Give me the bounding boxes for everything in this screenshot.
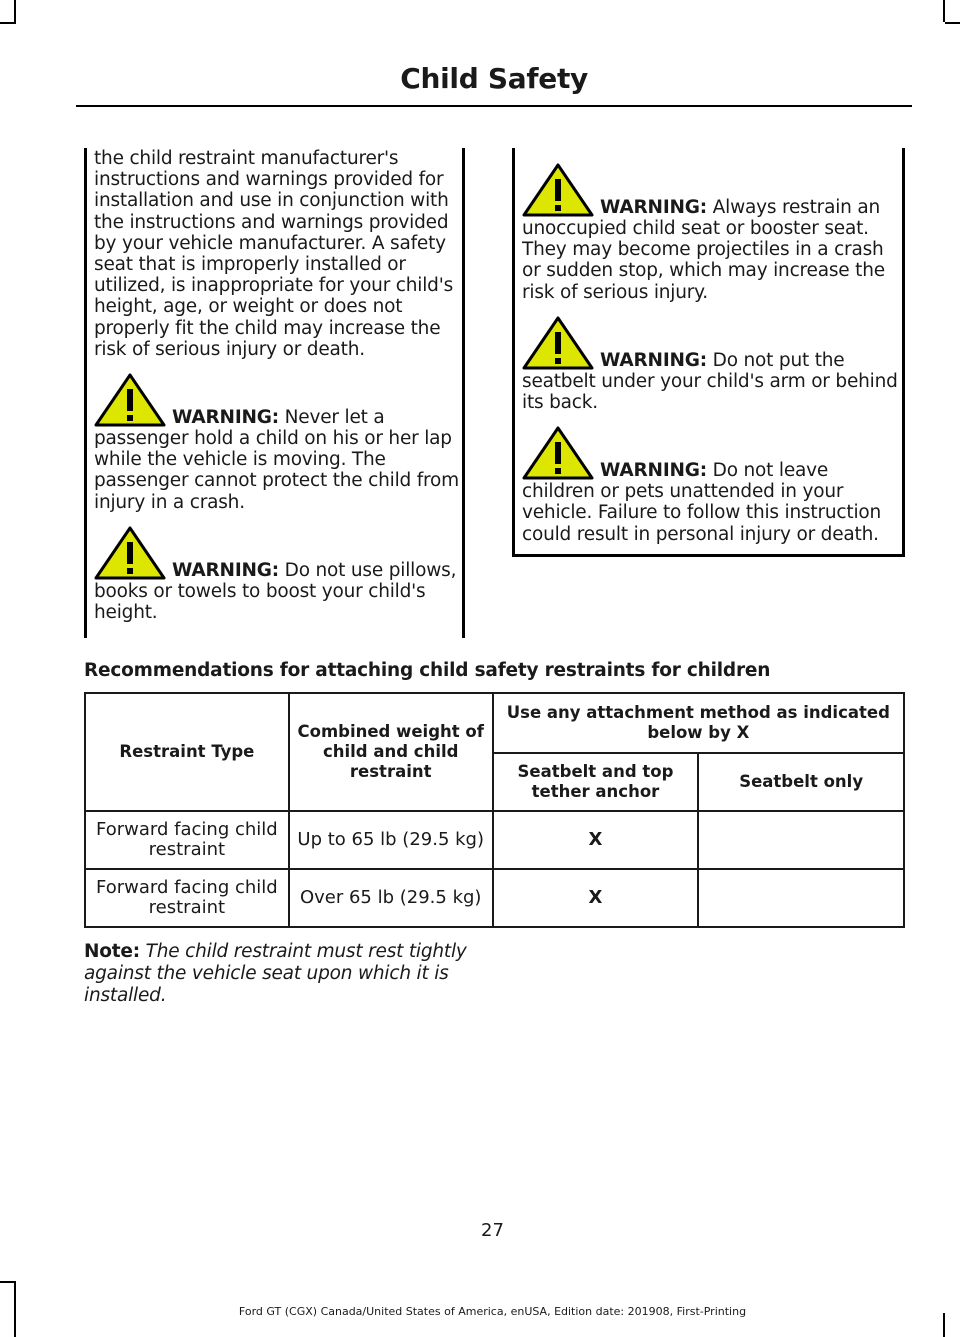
table-row bbox=[85, 869, 904, 927]
warning-triangle-icon bbox=[94, 372, 166, 428]
warning-block bbox=[94, 372, 462, 513]
cell-seatbelt-top-tether: X bbox=[493, 869, 699, 927]
cell-restraint-type: Forward facing child restraint bbox=[85, 869, 289, 927]
warning-text: Always restrain an unoccupied child seat or booster seat. They may become projectiles in a crash or sudden stop, which may increase the risk of serious injury. bbox=[522, 196, 885, 303]
section-title: Recommendations for attaching child safety restraints for children bbox=[84, 660, 771, 681]
warning-label: WARNING: bbox=[172, 559, 279, 581]
warning-text: Never let a passenger hold a child on his or her lap while the vehicle is moving. The passenger cannot protect the child from injury in a crash. bbox=[94, 406, 459, 513]
warning-block bbox=[522, 162, 902, 303]
crop-mark bbox=[943, 0, 945, 22]
cell-weight: Up to 65 lb (29.5 kg) bbox=[289, 811, 493, 869]
table-row bbox=[85, 811, 904, 869]
intro-paragraph: the child restraint manufacturer's instructions and warnings provided for installation and use in conjunction with the instructions and warnings provided by your vehicle manufacturer. A safety seat that is improperly installed or utilized, is inappropriate for your child's height, age, or weight or does not properly fit the child may increase the risk of serious injury or death. bbox=[94, 148, 454, 360]
warning-text: Do not put the seatbelt under your child's arm or behind its back. bbox=[522, 349, 898, 414]
restraint-table bbox=[84, 692, 905, 928]
warning-text: Do not use pillows, books or towels to boost your child's height. bbox=[94, 559, 457, 624]
crop-mark bbox=[0, 1281, 16, 1283]
cell-seatbelt-only bbox=[698, 811, 904, 869]
cell-restraint-type: Forward facing child restraint bbox=[85, 811, 289, 869]
note-label: Note: bbox=[84, 941, 140, 962]
note-text: The child restraint must rest tightly against the vehicle seat upon which it is installed. bbox=[84, 941, 467, 1006]
warning-triangle-icon bbox=[94, 525, 166, 581]
header-seatbelt-top-tether: Seatbelt and top tether anchor bbox=[493, 753, 699, 811]
crop-mark bbox=[0, 22, 16, 24]
crop-mark bbox=[945, 22, 960, 24]
left-column bbox=[84, 148, 465, 638]
cell-weight: Over 65 lb (29.5 kg) bbox=[289, 869, 493, 927]
warning-block bbox=[522, 315, 902, 413]
footer-text: Ford GT (CGX) Canada/United States of America, enUSA, Edition date: 201908, First-Printing bbox=[238, 1305, 747, 1318]
note-paragraph bbox=[84, 941, 484, 1007]
warning-label: WARNING: bbox=[600, 196, 707, 218]
warning-label: WARNING: bbox=[172, 406, 279, 428]
warning-block bbox=[522, 425, 902, 545]
header-combined-weight: Combined weight of child and child restraint bbox=[289, 693, 493, 811]
warning-label: WARNING: bbox=[600, 460, 707, 482]
right-column bbox=[512, 148, 905, 557]
header-seatbelt-only: Seatbelt only bbox=[698, 753, 904, 811]
page-title: Child Safety bbox=[400, 62, 588, 95]
page-number: 27 bbox=[481, 1220, 504, 1241]
crop-mark bbox=[14, 0, 16, 22]
cell-seatbelt-top-tether: X bbox=[493, 811, 699, 869]
table-header-row bbox=[85, 693, 904, 753]
warning-text: Do not leave children or pets unattended in your vehicle. Failure to follow this instruction could result in personal injury or death. bbox=[522, 460, 882, 545]
header-restraint-type: Restraint Type bbox=[85, 693, 289, 811]
warning-triangle-icon bbox=[522, 162, 594, 218]
warning-triangle-icon bbox=[522, 315, 594, 371]
warning-block bbox=[94, 525, 462, 623]
cell-seatbelt-only bbox=[698, 869, 904, 927]
header-rule bbox=[76, 105, 912, 107]
warning-label: WARNING: bbox=[600, 349, 707, 371]
warning-triangle-icon bbox=[522, 425, 594, 481]
header-attachment-group: Use any attachment method as indicated below by X bbox=[493, 693, 904, 753]
